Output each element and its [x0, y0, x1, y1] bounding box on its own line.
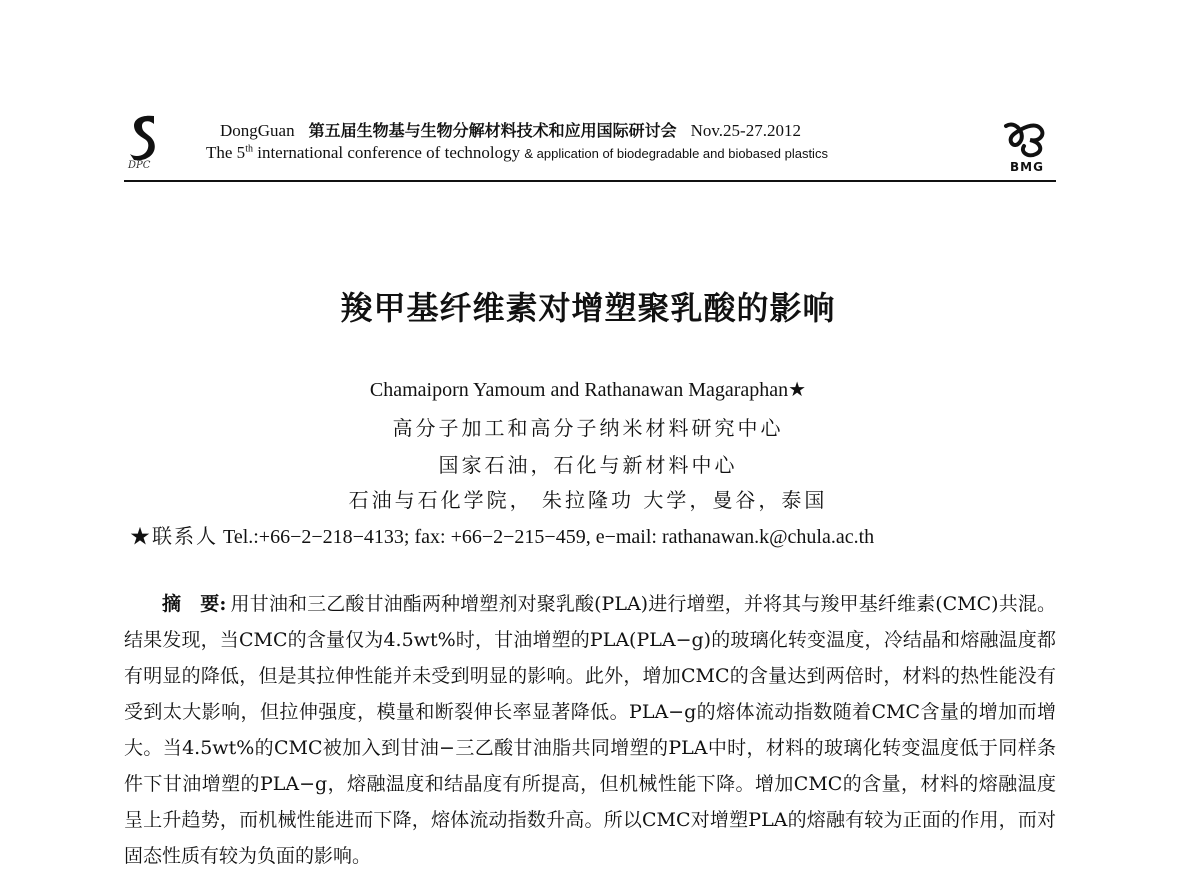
abstract-text: 用甘油和三乙酸甘油酯两种增塑剂对聚乳酸(PLA)进行增塑，并将其与羧甲基纤维素(CMC)共混。结果发现，当CMC的含量仅为4.5wt%时，甘油增塑的PLA(PLA−g)的玻璃化转变温度，冷结晶和熔融温度都有明显的降低，但是其拉伸性能并未受到明显的影响。此外，增加CMC的含量达到两倍时，材料的热性能没有受到太大影响，但拉伸强度，模量和断裂伸长率显著降低。PLA−g的熔体流动指数随着CMC含量的增加而增大。当4.5wt%的CMC被加入到甘油−三乙酸甘油脂共同增塑的PLA中时，材料的玻璃化转变温度低于同样条件下甘油增塑的PLA−g，熔融温度和结晶度有所提高，但机械性能下降。增加CMC的含量，材料的熔融温度呈上升趋势，而机械性能进而下降，熔体流动指数升高。所以CMC对增塑PLA的熔融有较为正面的作用，而对固态性质有较为负面的影响。 [124, 593, 1056, 867]
author-list: Chamaiporn Yamoum and Rathanawan Magaraphan★ [369, 379, 807, 401]
bmg-logo-text: BMG [1010, 160, 1044, 174]
affiliation-2: 国家石油，石化与新材料中心 [438, 453, 738, 477]
contact-info [130, 520, 874, 549]
header-line2-suffix: & application of biodegradable and biobased plastics [524, 146, 828, 161]
header-line2-mid: international conference of technology [252, 143, 525, 162]
paper-title: 羧甲基纤维素对增塑聚乳酸的影响 [340, 289, 836, 327]
dpc-logo-text: DPC [128, 160, 151, 171]
bmg-logo [1000, 116, 1056, 178]
conference-header [124, 112, 1056, 182]
header-divider [124, 180, 1056, 182]
header-dates: Nov.25-27.2012 [690, 121, 801, 140]
abstract-label: 摘 要: [162, 593, 227, 615]
header-line-1 [220, 118, 801, 141]
bmg-logo-icon [1000, 116, 1048, 160]
affiliation-3: 石油与石化学院， 朱拉隆功 大学，曼谷，泰国 [348, 488, 828, 512]
affiliation-1: 高分子加工和高分子纳米材料研究中心 [392, 416, 784, 440]
contact-details: Tel.:+66−2−218−4133; fax: +66−2−215−459, e−mail: rathanawan.k@chula.ac.th [218, 526, 875, 548]
abstract [124, 586, 1056, 874]
dpc-logo-icon [124, 112, 164, 162]
contact-label: ★联系人 [130, 524, 218, 548]
header-line2-prefix: The 5 [206, 143, 246, 162]
dpc-logo [124, 112, 174, 174]
header-line2-sup: th [245, 143, 253, 155]
header-city: DongGuan [220, 121, 295, 140]
header-conference-cn: 第五届生物基与生物分解材料技术和应用国际研讨会 [308, 121, 677, 140]
header-line-2 [206, 143, 828, 163]
